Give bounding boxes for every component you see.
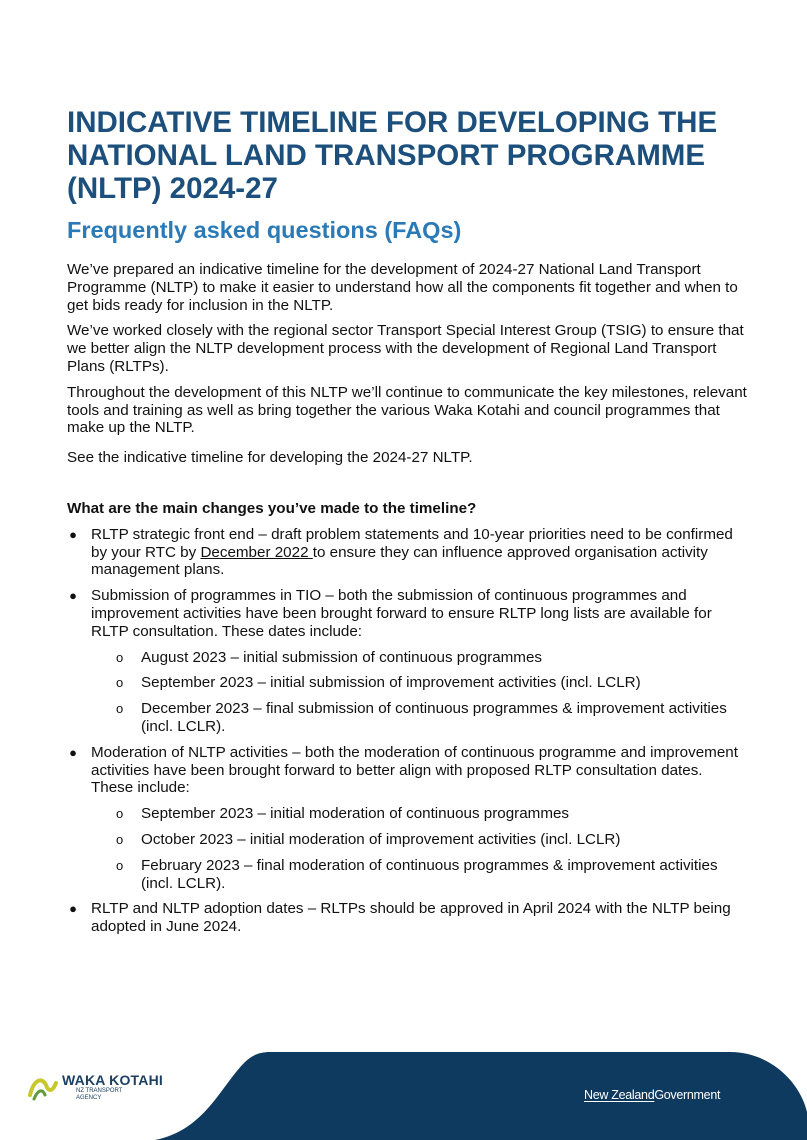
intro-paragraph-1: We’ve prepared an indicative timeline for the development of 2024-27 National Land Transport Programme (NLTP) to make it easier to understand how all the components fit together and when to get bids ready for inclusion in the NLTP. bbox=[67, 261, 738, 314]
sub-item-text: September 2023 – initial submission of improvement activities (incl. LCLR) bbox=[141, 674, 641, 692]
nz-government-logo bbox=[584, 1088, 720, 1102]
intro-paragraph-3: Throughout the development of this NLTP we’ll continue to communicate the key milestones, relevant tools and training as well as bring together the various Waka Kotahi and council programmes that make up the NLTP. bbox=[67, 383, 747, 437]
sub-list-item bbox=[91, 831, 747, 849]
sub-list-item bbox=[91, 674, 747, 692]
intro-paragraph-4: See the indicative timeline for developing the 2024-27 NLTP. bbox=[67, 449, 473, 467]
bullet-text-3: Moderation of NLTP activities – both the moderation of continuous programme and improvement activities have been brought forward to better align with proposed RLTP consultation dates. These include: bbox=[91, 743, 738, 797]
list-item bbox=[67, 526, 747, 579]
sub-list-item bbox=[91, 700, 747, 736]
sub-list-item bbox=[91, 649, 747, 667]
circle-bullet-icon: o bbox=[116, 806, 124, 822]
changes-list bbox=[67, 526, 747, 936]
circle-bullet-icon: o bbox=[116, 649, 124, 665]
page-title: INDICATIVE TIMELINE FOR DEVELOPING THE NATIONAL LAND TRANSPORT PROGRAMME (NLTP) 2024-27 bbox=[67, 106, 718, 205]
bullet-icon: ● bbox=[69, 526, 77, 542]
section-question: What are the main changes you’ve made to the timeline? bbox=[67, 499, 477, 517]
december-2022-link[interactable]: December 2022 bbox=[200, 543, 313, 561]
sub-item-text: October 2023 – initial moderation of improvement activities (incl. LCLR) bbox=[141, 830, 621, 848]
circle-bullet-icon: o bbox=[116, 675, 124, 691]
bullet-icon: ● bbox=[69, 744, 77, 760]
sub-list bbox=[91, 649, 747, 736]
bullet-icon: ● bbox=[69, 901, 77, 917]
sub-list bbox=[91, 805, 747, 892]
list-item bbox=[67, 900, 747, 936]
circle-bullet-icon: o bbox=[116, 857, 124, 873]
nz-government-part-2: Government bbox=[654, 1088, 721, 1102]
sub-list-item bbox=[91, 805, 747, 823]
document-body bbox=[67, 261, 747, 944]
bullet-icon: ● bbox=[69, 588, 77, 604]
sub-item-text: February 2023 – final moderation of continuous programmes & improvement activities (incl. LCLR). bbox=[141, 856, 718, 892]
sub-list-item bbox=[91, 857, 747, 893]
page-subtitle: Frequently asked questions (FAQs) bbox=[67, 217, 462, 243]
list-item bbox=[67, 744, 747, 893]
circle-bullet-icon: o bbox=[116, 701, 124, 717]
logo-name: WAKA KOTAHI bbox=[62, 1072, 163, 1088]
bullet-text-2: Submission of programmes in TIO – both the submission of continuous programmes and improvement activities have been brought forward to ensure RLTP long lists are available for RLTP consultation. These dates include: bbox=[91, 587, 712, 640]
sub-item-text: August 2023 – initial submission of continuous programmes bbox=[141, 648, 543, 666]
nz-government-part-1: New Zealand bbox=[584, 1088, 655, 1102]
bullet-text-1b: to ensure they can influence approved organisation activity management plans. bbox=[91, 543, 708, 579]
circle-bullet-icon: o bbox=[116, 831, 124, 847]
sub-item-text: September 2023 – initial moderation of continuous programmes bbox=[141, 805, 570, 823]
waka-kotahi-emblem-icon bbox=[28, 1073, 58, 1103]
intro-paragraph-2: We’ve worked closely with the regional sector Transport Special Interest Group (TSIG) to ensure that we better align the NLTP development process with the development of Regional Land Transport Plans (RLTPs). bbox=[67, 322, 744, 375]
logo-subtitle-1: NZ TRANSPORT bbox=[76, 1088, 123, 1094]
list-item bbox=[67, 587, 747, 736]
bullet-text-1a: RLTP strategic front end – draft problem statements and 10-year priorities need to be confirmed by your RTC by bbox=[91, 525, 733, 561]
logo-subtitle-2: AGENCY bbox=[76, 1094, 102, 1101]
sub-item-text: December 2023 – final submission of continuous programmes & improvement activities (incl. LCLR). bbox=[141, 700, 727, 735]
waka-kotahi-logo bbox=[28, 1073, 163, 1103]
bullet-text-4: RLTP and NLTP adoption dates – RLTPs should be approved in April 2024 with the NLTP being adopted in June 2024. bbox=[91, 900, 731, 936]
